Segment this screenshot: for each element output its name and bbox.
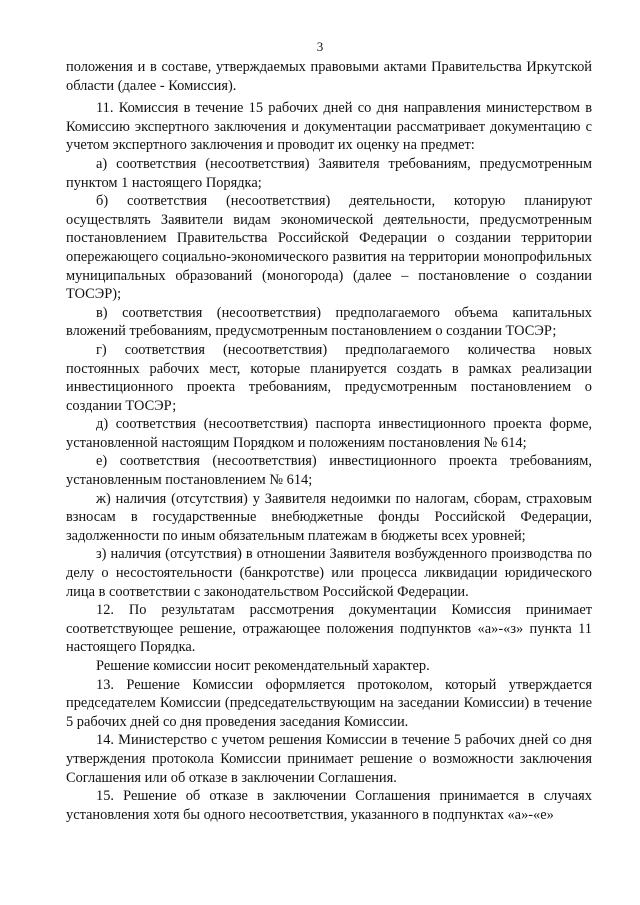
subitem-v: в) соответствия (несоответствия) предполагаемого объема капитальных вложений требованиям, предусмотренным постановлением о создании ТОСЭР; <box>66 304 592 340</box>
paragraph-14: 14. Министерство с учетом решения Комиссии в течение 5 рабочих дней со дня утверждения протокола Комиссии принимает решение о возможности заключения Соглашения или об отказе в заключении Соглашения. <box>66 732 592 786</box>
paragraph-continuation: положения и в составе, утверждаемых правовыми актами Правительства Иркутской области (далее - Комиссия). <box>66 59 592 94</box>
document-body <box>66 58 592 824</box>
subitem-e: е) соответствия (несоответствия) инвестиционного проекта требованиям, установленным постановлением № 614; <box>66 453 592 489</box>
subitem-z: з) наличия (отсутствия) в отношении Заявителя возбужденного производства по делу о несостоятельности (банкротстве) или процесса ликвидации юридического лица в соответствии с законодательством Российской Федерации. <box>66 546 592 600</box>
subitem-a: а) соответствия (несоответствия) Заявителя требованиям, предусмотренным пунктом 1 настоящего Порядка; <box>66 155 592 191</box>
subitem-b: б) соответствия (несоответствия) деятельности, которую планируют осуществлять Заявители видам экономической деятельности, предусмотренным постановлением Правительства Российской Федерации о создании территории опережающего социально-экономического развития на территории монопрофильных муниципальных образований (моногорода) (далее – постановление о создании ТОСЭР); <box>66 193 592 303</box>
paragraph-12: 12. По результатам рассмотрения документации Комиссия принимает соответствующее решение, отражающее положения подпунктов «а»-«з» пункта 11 настоящего Порядка. <box>66 602 592 656</box>
subitem-g: г) соответствия (несоответствия) предполагаемого количества новых постоянных рабочих мест, которые планируется создать в рамках реализации инвестиционного проекта требованиям, предусмотренным постановлением о создании ТОСЭР; <box>66 341 592 414</box>
paragraph-13: 13. Решение Комиссии оформляется протоколом, который утверждается председателем Комиссии (председательствующим на заседании Комиссии) в течение 5 рабочих дней со дня проведения заседания Комиссии. <box>66 676 592 730</box>
paragraph-15: 15. Решение об отказе в заключении Соглашения принимается в случаях установления хотя бы одного несоответствия, указанного в подпунктах «а»-«е» <box>66 788 592 823</box>
page-number: 3 <box>316 39 324 54</box>
subitem-d: д) соответствия (несоответствия) паспорта инвестиционного проекта форме, установленной настоящим Порядком и положениям постановления № 614; <box>66 416 592 451</box>
paragraph-recommendation: Решение комиссии носит рекомендательный характер. <box>96 658 430 674</box>
subitem-zh: ж) наличия (отсутствия) у Заявителя недоимки по налогам, сборам, страховым взносам в государственные внебюджетные фонды Российской Федерации, задолженности по иным обязательным платежам в бюджеты всех уровней; <box>66 490 592 544</box>
paragraph-11: 11. Комиссия в течение 15 рабочих дней со дня направления министерством в Комиссию экспертного заключения и документации рассматривает документацию с учетом экспертного заключения и проводит их оценку на предмет: <box>66 100 592 154</box>
